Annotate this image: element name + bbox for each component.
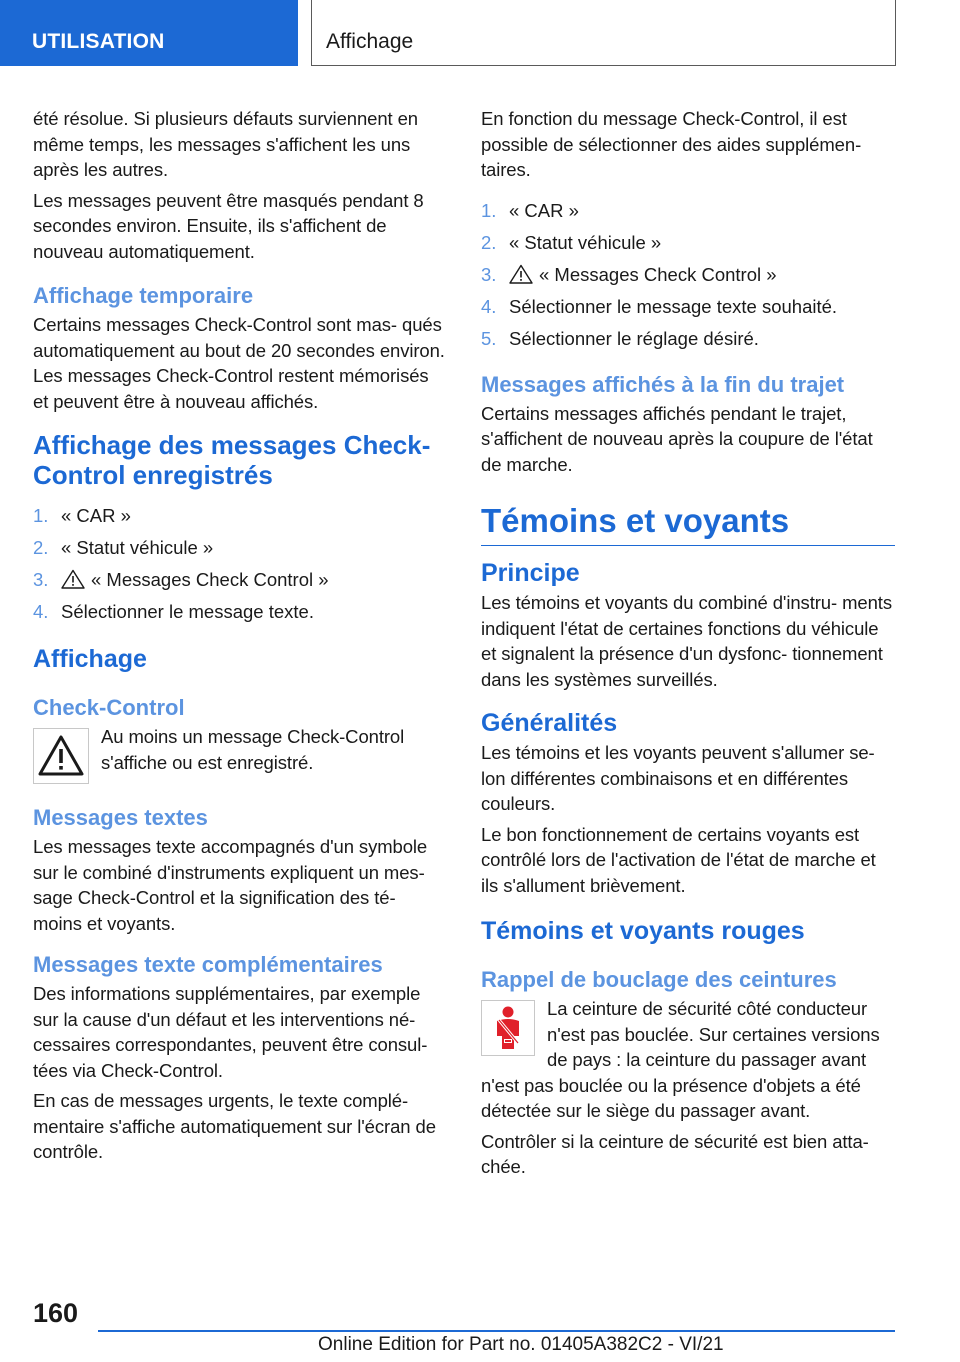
- step-text: « Messages Check Control »: [91, 569, 329, 590]
- paragraph: En cas de messages urgents, le texte complé‐ mentaire s'affiche automatiquement sur l'écran de contrôle.: [33, 1090, 436, 1162]
- seatbelt-warning-icon: [488, 1005, 528, 1051]
- step-text: « Messages Check Control »: [539, 263, 777, 285]
- footer-divider: [98, 1330, 895, 1332]
- step-number: 3.: [481, 263, 497, 285]
- steps-list: [481, 195, 895, 355]
- step-text: Sélectionner le message texte.: [61, 601, 314, 622]
- heading-messages-textes: Messages textes: [33, 805, 208, 830]
- step-text: « Statut véhicule »: [509, 231, 662, 253]
- page-number: 160: [33, 1298, 79, 1328]
- steps-list: [33, 500, 445, 628]
- step-text: Sélectionner le message texte souhaité.: [509, 295, 838, 317]
- chapter-title: Affichage: [326, 30, 414, 53]
- heading-check-control: Check-Control: [33, 695, 185, 720]
- seatbelt-symbol: [481, 1000, 535, 1056]
- list-item: [481, 323, 895, 355]
- heading-fin-du-trajet: Messages affichés à la fin du trajet: [481, 371, 845, 397]
- paragraph: Les témoins et les voyants peuvent s'allumer se‐ lon différentes combinaisons et en différentes couleurs.: [481, 742, 875, 814]
- step-text: Sélectionner le réglage désiré.: [509, 327, 759, 349]
- step-text: « CAR »: [61, 505, 131, 526]
- paragraph: Des informations supplémentaires, par exemple sur la cause d'un défaut et les interventions né‐ cessaires correspondantes, peuvent être consul‐ tées via Check-Control.: [33, 983, 428, 1081]
- paragraph: Certains messages affichés pendant le trajet, s'affichent de nouveau après la coupure de l'état de marche.: [481, 402, 873, 475]
- heading-messages-enregistres: Affichage des messages Check- Control enregistrés: [33, 430, 431, 490]
- paragraph: Au moins un message Check-Control s'affiche ou est enregistré.: [101, 726, 405, 773]
- heading-messages-complementaires: Messages texte complémentaires: [33, 952, 383, 977]
- step-number: 3.: [33, 569, 49, 590]
- list-item: [33, 532, 445, 564]
- warning-triangle-icon: [61, 569, 85, 589]
- list-item: [33, 596, 445, 628]
- list-item: [33, 564, 445, 596]
- right-column: [481, 106, 895, 1185]
- paragraph: Les messages peuvent être masqués pendant 8 secondes environ. Ensuite, ils s'affichent de nouveau automatiquement.: [33, 189, 424, 262]
- paragraph: La ceinture de sécurité côté conducteur n'est pas bouclée. Sur certaines versions de pays : la ceinture du passager avant n'est pas bouclée ou la présence d'objets a été détectée sur le siège du passager avant.: [481, 998, 880, 1121]
- step-number: 4.: [481, 295, 497, 317]
- list-item: [481, 291, 895, 323]
- paragraph: Contrôler si la ceinture de sécurité est bien atta‐ chée.: [481, 1130, 869, 1177]
- edition-note: Online Edition for Part no. 01405A382C2 - VI/21: [318, 1334, 724, 1355]
- list-item: [481, 227, 895, 259]
- list-item: [33, 500, 445, 532]
- step-number: 1.: [33, 505, 49, 526]
- section-tab: [0, 0, 298, 66]
- paragraph: En fonction du message Check-Control, il est possible de sélectionner des aides supplémen‐ taires.: [481, 108, 862, 180]
- step-text: « CAR »: [509, 199, 579, 221]
- paragraph: Le bon fonctionnement de certains voyants est contrôlé lors de l'activation de l'état de marche et ils s'allument brièvement.: [481, 823, 876, 896]
- step-number: 1.: [481, 199, 497, 221]
- paragraph: été résolue. Si plusieurs défauts surviennent en même temps, les messages s'affichent les uns après les autres.: [33, 108, 418, 180]
- warning-triangle-icon: [37, 734, 85, 778]
- paragraph: Les témoins et voyants du combiné d'instru‐ ments indiquent l'état de certaines fonctions du véhicule et signalent la présence d'un dysfonc‐ tionnement dans les systèmes surveillés.: [481, 592, 892, 690]
- section-tab-label: UTILISATION: [32, 30, 165, 53]
- paragraph: Certains messages Check-Control sont mas‐ qués automatiquement au bout de 20 secondes environ. Les messages Check-Control restent mémorisés et peuvent être à nouveau affichés.: [33, 314, 445, 412]
- warning-triangle-icon: [509, 264, 533, 284]
- step-number: 4.: [33, 601, 49, 622]
- heading-affichage-temporaire: Affichage temporaire: [33, 283, 254, 308]
- chapter-header: [311, 0, 896, 66]
- step-number: 5.: [481, 327, 497, 349]
- heading-affichage: Affichage: [33, 645, 147, 673]
- step-number: 2.: [481, 231, 497, 253]
- heading-temoins-et-voyants: Témoins et voyants: [481, 501, 895, 546]
- heading-rappel-ceintures: Rappel de bouclage des ceintures: [481, 967, 837, 992]
- check-control-symbol: [33, 728, 89, 784]
- step-text: « Statut véhicule »: [61, 537, 214, 558]
- list-item: [481, 259, 895, 291]
- paragraph: Les messages texte accompagnés d'un symbole sur le combiné d'instruments expliquent un mes‐ sage Check-Control et la signification des té‐ moins et voyants.: [33, 836, 428, 934]
- step-number: 2.: [33, 537, 49, 558]
- heading-temoins-rouges: Témoins et voyants rouges: [481, 917, 805, 945]
- left-column: [33, 106, 445, 1170]
- heading-principe: Principe: [481, 559, 580, 587]
- heading-generalites: Généralités: [481, 709, 618, 737]
- list-item: [481, 195, 895, 227]
